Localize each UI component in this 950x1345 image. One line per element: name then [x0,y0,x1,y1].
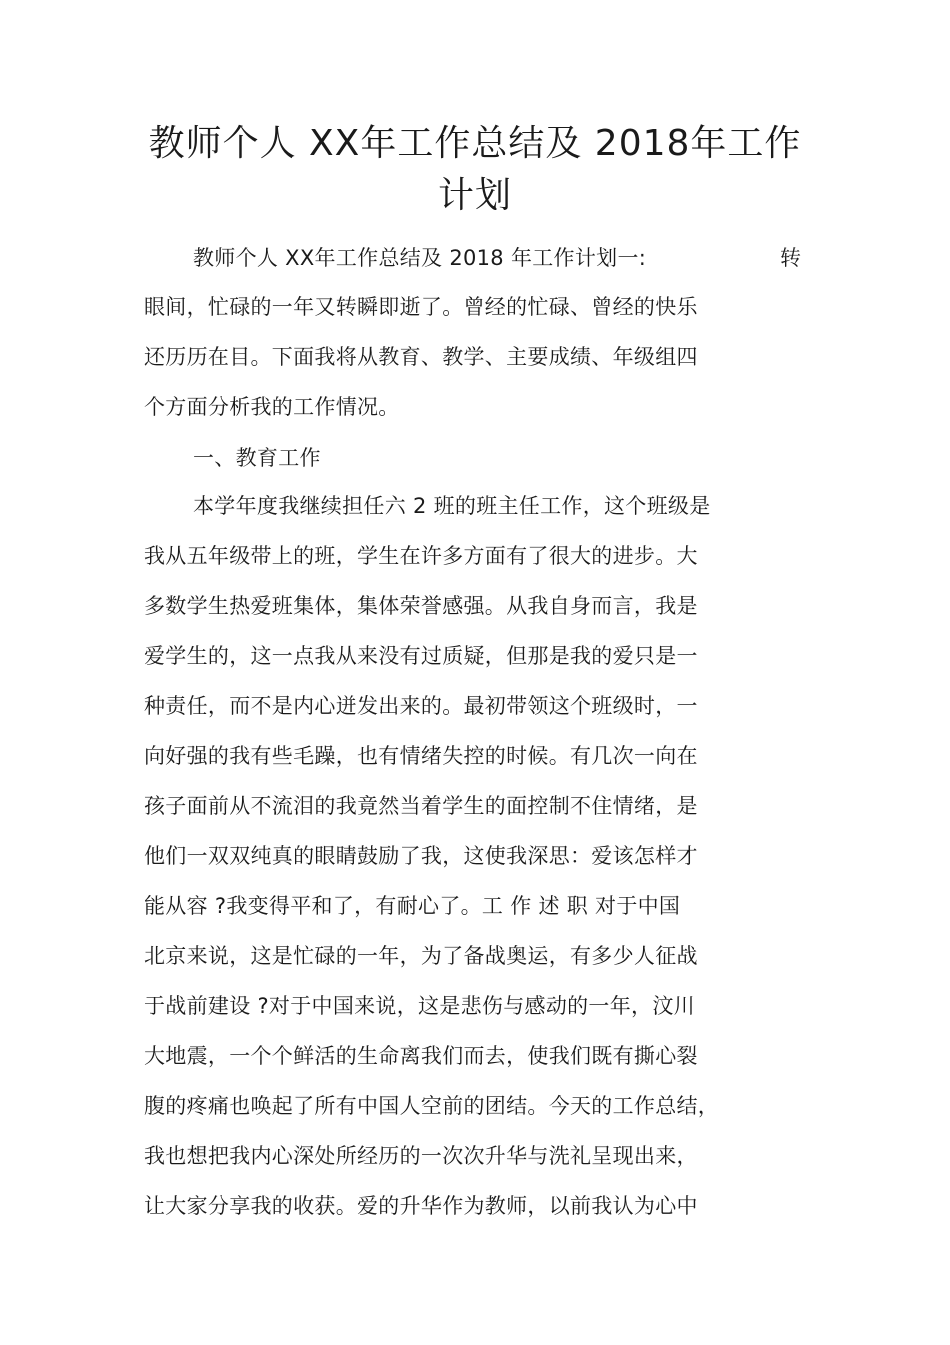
paragraph-line: 种责任，而不是内心迸发出来的。最初带领这个班级时，一 [144,694,698,718]
document-title-line-2: 计划 [437,175,512,216]
paragraph-line: 本学年度我继续担任六 2 班的班主任工作，这个班级是 [193,494,711,518]
paragraph-line: 我从五年级带上的班，学生在许多方面有了很大的进步。大 [144,544,698,568]
paragraph-line: 于战前建设 ?对于中国来说，这是悲伤与感动的一年，汶川 [144,994,695,1018]
paragraph-line: 我也想把我内心深处所经历的一次次升华与洗礼呈现出来， [144,1144,698,1168]
paragraph-line: 个方面分析我的工作情况。 [144,395,400,419]
paragraph-line: 眼间，忙碌的一年又转瞬即逝了。曾经的忙碌、曾经的快乐 [144,295,698,319]
paragraph-line: 多数学生热爱班集体，集体荣誉感强。从我自身而言，我是 [144,594,698,618]
paragraph-line: 腹的疼痛也唤起了所有中国人空前的团结。今天的工作总结， [144,1094,720,1118]
paragraph-line: 还历历在目。下面我将从教育、教学、主要成绩、年级组四 [144,345,698,369]
intro-line: 教师个人 XX年工作总结及 2018 年工作计划一: [193,246,647,270]
paragraph-line: 能从容 ?我变得平和了，有耐心了。工 作 述 职 对于中国 [144,894,681,918]
paragraph-line: 北京来说，这是忙碌的一年，为了备战奥运，有多少人征战 [144,944,698,968]
paragraph-line: 孩子面前从不流泪的我竟然当着学生的面控制不住情绪，是 [144,794,698,818]
document-title-line-1: 教师个人 XX年工作总结及 2018年工作 [148,123,802,164]
paragraph-line: 大地震，一个个鲜活的生命离我们而去，使我们既有撕心裂 [144,1044,698,1068]
paragraph-line: 让大家分享我的收获。爱的升华作为教师，以前我认为心中 [144,1194,698,1218]
intro-line-tail: 转 [780,246,801,270]
paragraph-line: 他们一双双纯真的眼睛鼓励了我，这使我深思：爱该怎样才 [144,844,698,868]
paragraph-line: 向好强的我有些毛躁，也有情绪失控的时候。有几次一向在 [144,744,698,768]
paragraph-line: 爱学生的，这一点我从来没有过质疑，但那是我的爱只是一 [144,644,698,668]
section-heading: 一、教育工作 [193,446,321,470]
